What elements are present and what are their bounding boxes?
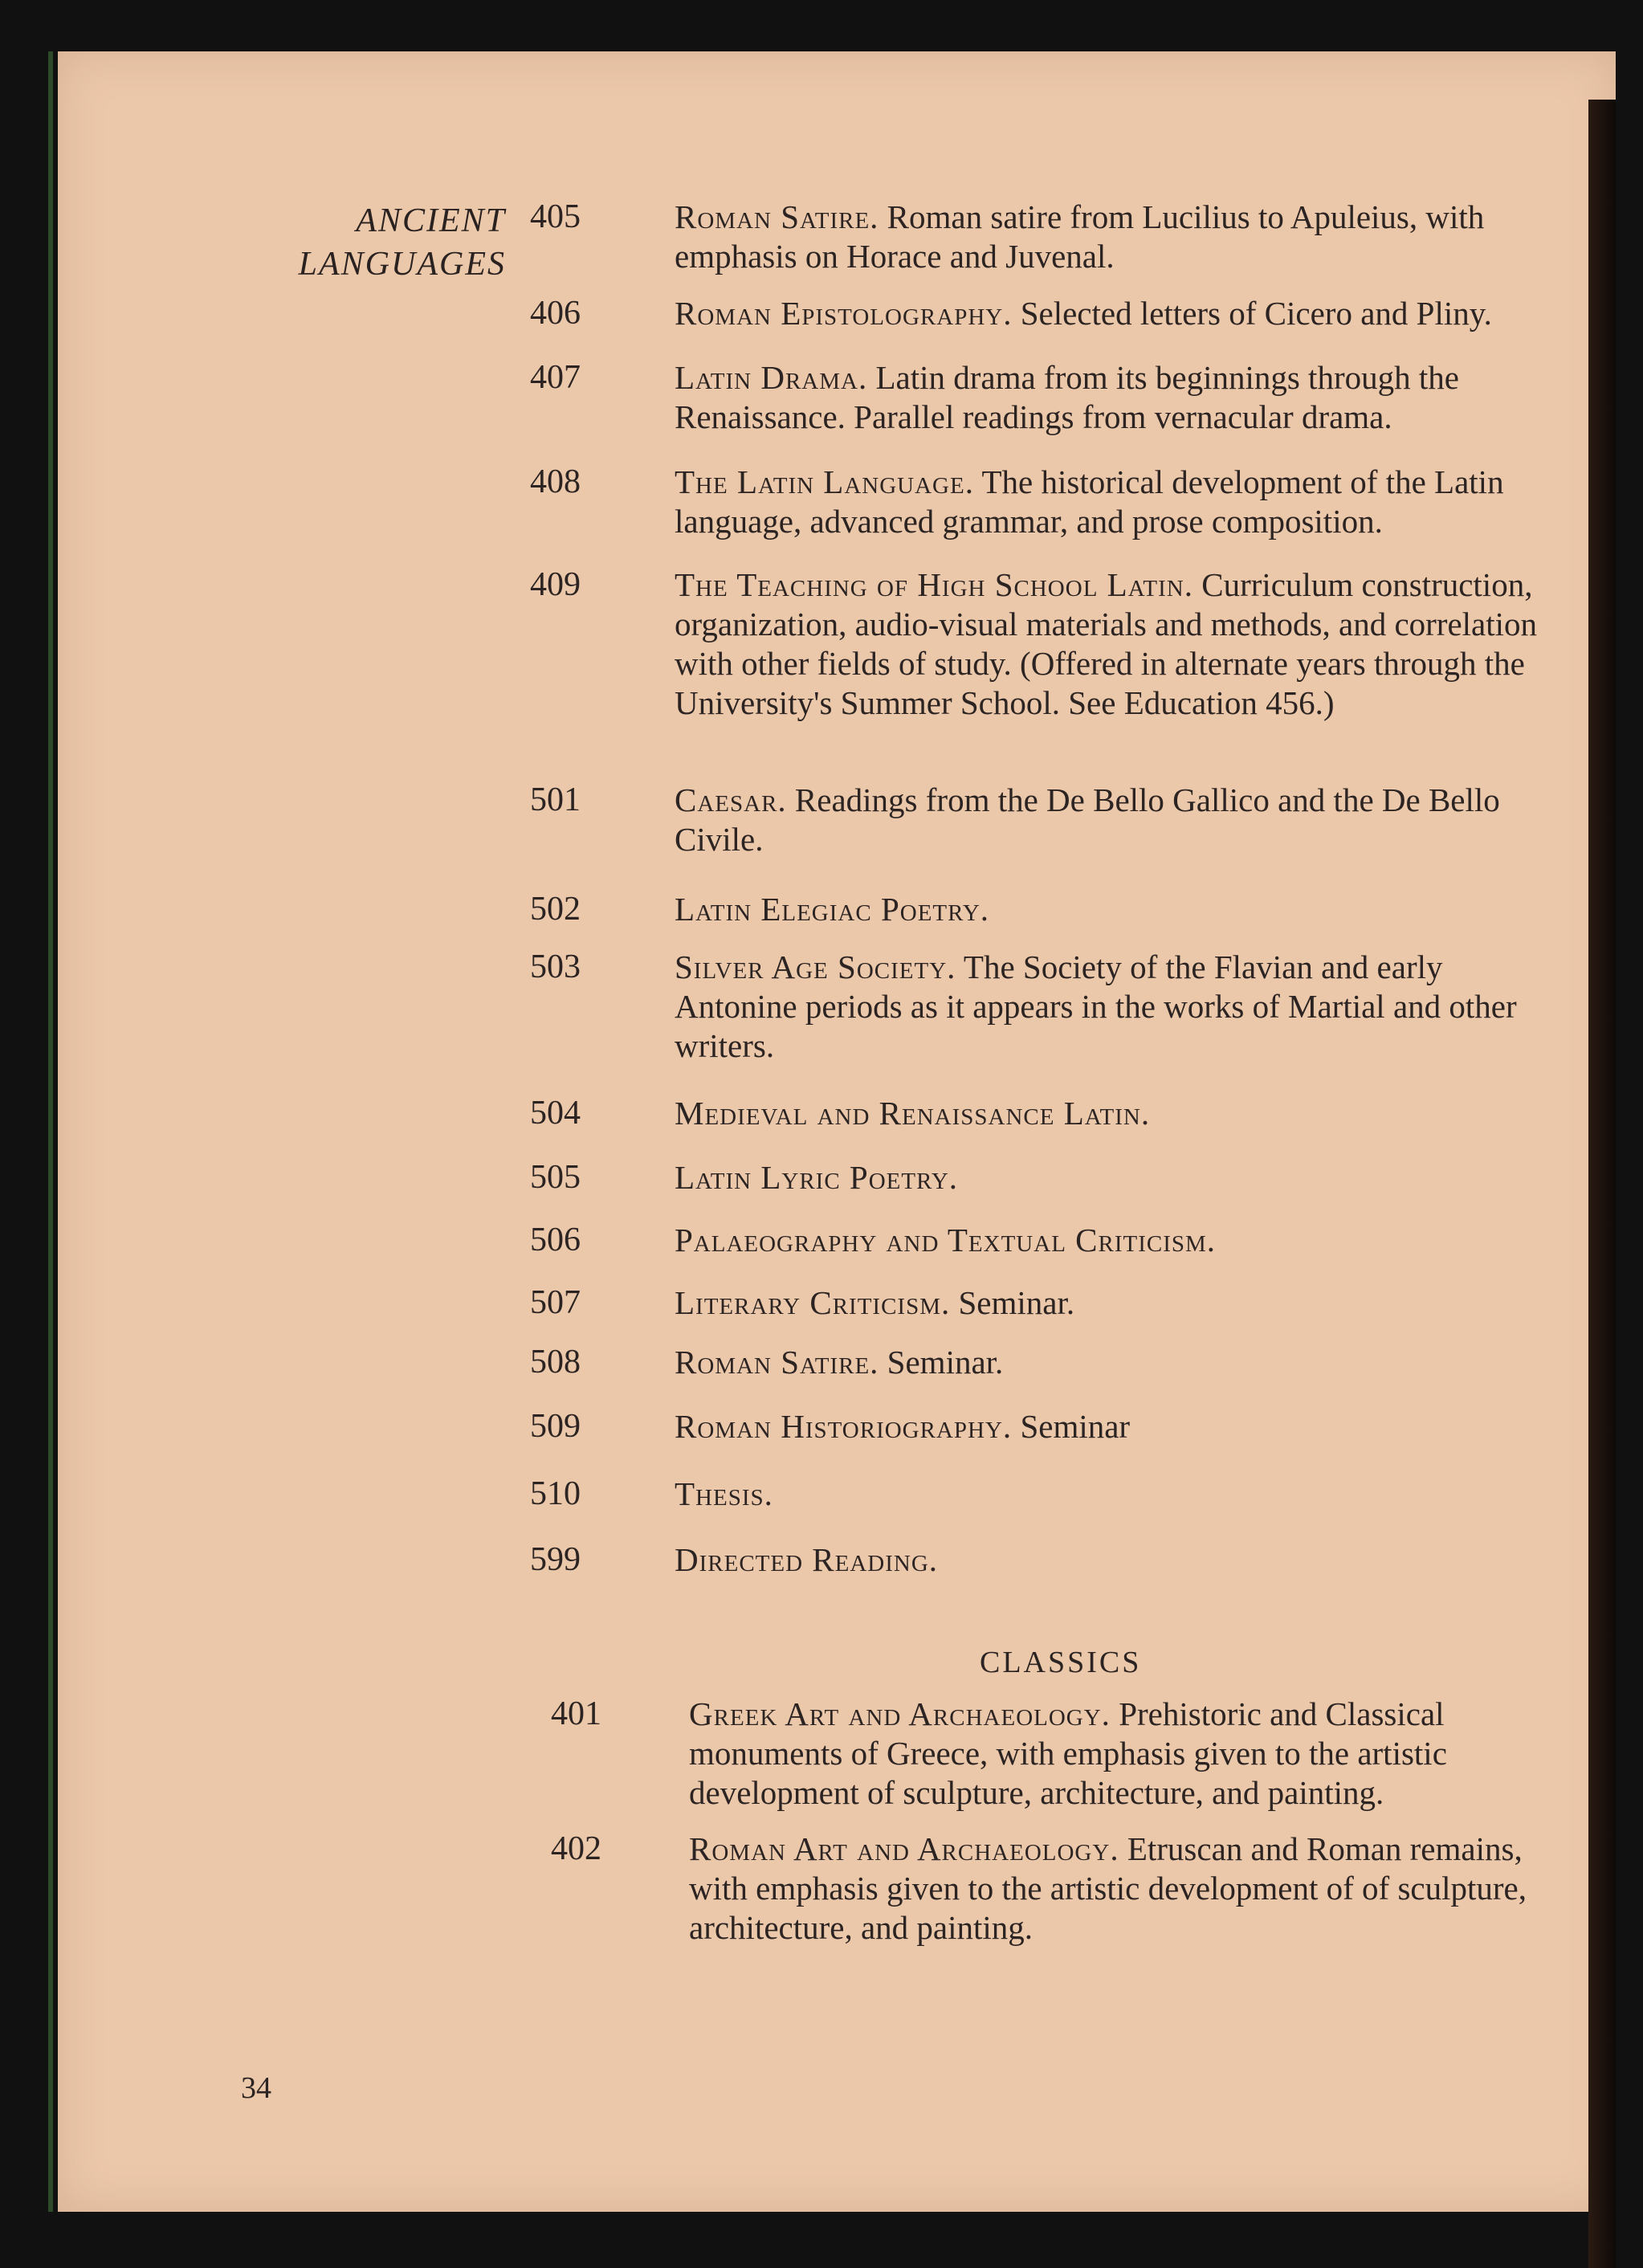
course-description xyxy=(675,565,1542,723)
course-number: 509 xyxy=(530,1408,581,1445)
course-number: 501 xyxy=(530,781,581,818)
course-description xyxy=(675,1094,1542,1133)
course-number: 409 xyxy=(530,566,581,603)
course-title: Directed Reading. xyxy=(675,1541,939,1578)
course-title: The Latin Language. xyxy=(675,463,974,500)
course-title: Latin Elegiac Poetry. xyxy=(675,891,990,928)
course-number: 408 xyxy=(530,463,581,500)
course-number: 504 xyxy=(530,1095,581,1132)
course-title: Roman Art and Archaeology. xyxy=(689,1830,1119,1867)
page-number: 34 xyxy=(241,2071,271,2105)
course-text: Prehistoric and Classical monuments of Greece, with emphasis given to the artistic development of sculpture, architecture, and painting. xyxy=(689,1695,1447,1811)
course-title: Thesis. xyxy=(675,1475,773,1512)
course-title: Caesar. xyxy=(675,781,787,818)
course-number: 405 xyxy=(530,198,581,235)
book-spine-left xyxy=(48,51,53,2212)
section-heading-classics: CLASSICS xyxy=(980,1646,1142,1679)
course-number: 502 xyxy=(530,891,581,928)
course-description xyxy=(675,1475,1542,1514)
course-number: 402 xyxy=(551,1830,601,1867)
course-title: Literary Criticism. xyxy=(675,1284,951,1321)
department-line-1: ANCIENT xyxy=(356,202,506,239)
course-description xyxy=(675,198,1542,276)
course-title: Palaeography and Textual Criticism. xyxy=(675,1222,1217,1258)
course-description xyxy=(675,1343,1542,1382)
course-title: Greek Art and Archaeology. xyxy=(689,1695,1111,1732)
course-number: 503 xyxy=(530,948,581,985)
course-description xyxy=(689,1829,1564,1948)
course-description xyxy=(675,948,1542,1066)
course-description xyxy=(675,1540,1542,1580)
course-text: Roman satire from Lucilius to Apuleius, with emphasis on Horace and Juvenal. xyxy=(675,198,1485,275)
course-title: Roman Satire. xyxy=(675,198,879,235)
course-description xyxy=(675,294,1542,333)
course-title: Roman Satire. xyxy=(675,1344,879,1381)
course-description xyxy=(675,358,1542,437)
course-title: Latin Lyric Poetry. xyxy=(675,1159,959,1196)
course-number: 407 xyxy=(530,359,581,396)
course-number: 510 xyxy=(530,1475,581,1512)
page-edge-shadow xyxy=(1588,100,1616,2268)
course-number: 401 xyxy=(551,1695,601,1732)
course-text: Seminar. xyxy=(879,1344,1004,1381)
course-text: The historical development of the Latin language, advanced grammar, and prose composition. xyxy=(675,463,1504,540)
course-title: Roman Epistolography. xyxy=(675,295,1013,332)
course-number: 599 xyxy=(530,1541,581,1578)
course-description xyxy=(675,781,1542,859)
course-description xyxy=(675,1221,1542,1260)
course-description xyxy=(675,890,1542,929)
course-text: Readings from the De Bello Gallico and the De Bello Civile. xyxy=(675,781,1500,858)
course-description xyxy=(675,1158,1542,1197)
course-number: 508 xyxy=(530,1344,581,1381)
course-text: Seminar. xyxy=(950,1284,1075,1321)
department-heading xyxy=(241,199,506,286)
course-description xyxy=(689,1695,1564,1813)
course-title: Roman Historiography. xyxy=(675,1408,1013,1445)
course-text: Curriculum construction, organization, audio-visual materials and methods, and correlation with other fields of study. (Offered in alternate years through the University's Summer School. See Education 456.) xyxy=(675,566,1538,721)
course-number: 506 xyxy=(530,1222,581,1258)
course-description xyxy=(675,1407,1542,1446)
course-text: Selected letters of Cicero and Pliny. xyxy=(1012,295,1492,332)
course-title: Silver Age Society. xyxy=(675,948,956,985)
course-title: The Teaching of High School Latin. xyxy=(675,566,1193,603)
course-text: Seminar xyxy=(1012,1408,1131,1445)
course-text: The Society of the Flavian and early Antonine periods as it appears in the works of Martial and other writers. xyxy=(675,948,1517,1064)
course-text: Latin drama from its beginnings through the Renaissance. Parallel readings from vernacular drama. xyxy=(675,359,1459,435)
course-title: Medieval and Renaissance Latin. xyxy=(675,1095,1151,1132)
course-description xyxy=(675,463,1542,541)
course-number: 507 xyxy=(530,1284,581,1321)
course-number: 505 xyxy=(530,1159,581,1196)
course-number: 406 xyxy=(530,295,581,332)
course-text: Etruscan and Roman remains, with emphasis given to the artistic development of of sculpture, architecture, and painting. xyxy=(689,1830,1527,1946)
department-line-2: LANGUAGES xyxy=(298,246,506,283)
course-description xyxy=(675,1283,1542,1323)
course-title: Latin Drama. xyxy=(675,359,868,396)
